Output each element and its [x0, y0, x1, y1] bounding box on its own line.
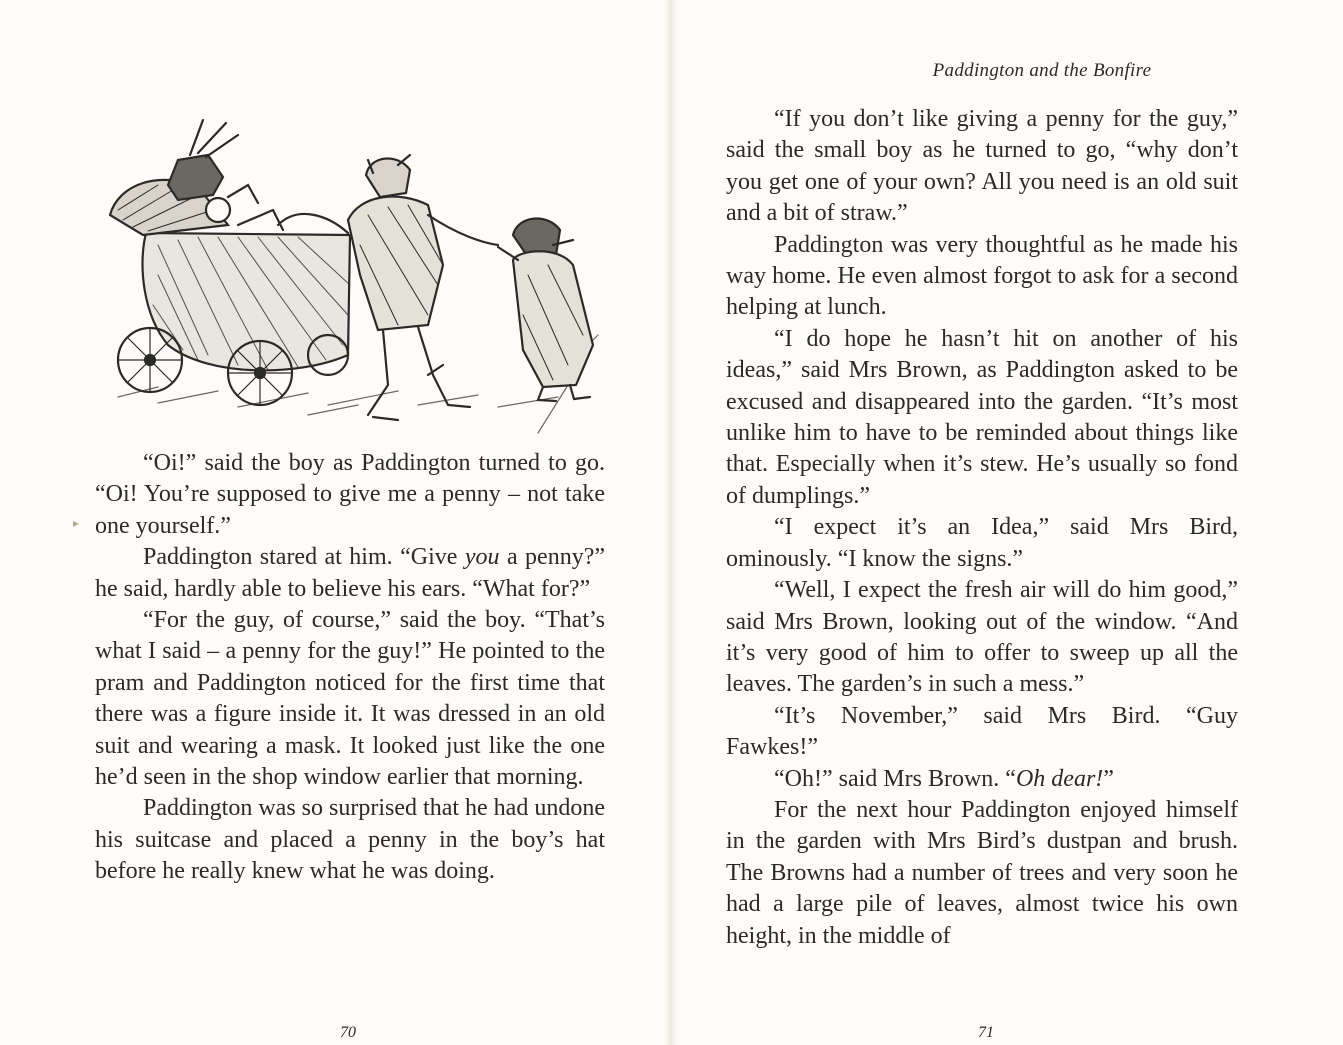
pram-guy-illustration	[98, 115, 610, 445]
paragraph: “If you don’t like giving a penny for the guy,” said the small boy as he turned to go, “why don’t you get one of your own? All you need is an old suit and a bit of straw.”	[726, 106, 1238, 227]
paragraph: Paddington was so surprised that he had undone his suitcase and placed a penny in the boy’s hat before he really knew what he was doing.	[95, 795, 605, 885]
paragraph: “I do hope he hasn’t hit on another of his ideas,” said Mrs Brown, as Paddington asked to be excused and disappeared into the garden. “It’s most unlike him to have to be reminded about things like that. Especially when it’s stew. He’s usually so fond of dumplings.”	[726, 325, 1238, 509]
right-page-text	[726, 104, 1238, 952]
left-page-text	[95, 448, 605, 888]
paragraph: “For the guy, of course,” said the boy. “That’s what I said – a penny for the guy!” He pointed to the pram and Paddington noticed for the first time that there was a figure inside it. It was dressed in an old suit and wearing a mask. It looked just like the one he’d seen in the shop window earlier that morning.	[95, 607, 605, 791]
running-head: Paddington and the Bonfire	[932, 60, 1152, 81]
margin-mark: ▸	[73, 516, 80, 530]
page-number-right: 71	[978, 1024, 994, 1041]
page-number-left: 70	[340, 1024, 356, 1041]
right-page	[672, 0, 1343, 1045]
paragraph: For the next hour Paddington enjoyed himself in the garden with Mrs Bird’s dustpan and brush. The Browns had a number of trees and very soon he had a large pile of leaves, almost twice his own height, in the middle of	[726, 796, 1238, 949]
emphasis: Oh dear!	[1015, 765, 1104, 792]
paragraph: Paddington was very thoughtful as he made his way home. He even almost forgot to ask for a second helping at lunch.	[726, 231, 1238, 321]
paragraph: “Oi!” said the boy as Paddington turned to go. “Oi! You’re supposed to give me a penny – not take one yourself.”	[95, 450, 605, 539]
left-page	[0, 0, 668, 1045]
paragraph: “It’s November,” said Mrs Bird. “Guy Fawkes!”	[726, 702, 1238, 761]
emphasis: you	[464, 544, 500, 571]
paragraph: “I expect it’s an Idea,” said Mrs Bird, ominously. “I know the signs.”	[726, 514, 1238, 572]
paragraph: Paddington stared at him. “Give you a penny?” he said, hardly able to believe his ears. “What for?”	[95, 544, 606, 602]
paragraph: “Oh!” said Mrs Brown. “Oh dear!”	[774, 765, 1114, 792]
paragraph: “Well, I expect the fresh air will do him good,” said Mrs Brown, looking out of the window. “And it’s very good of him to offer to sweep up all the leaves. The garden’s in such a mess.”	[726, 577, 1238, 698]
